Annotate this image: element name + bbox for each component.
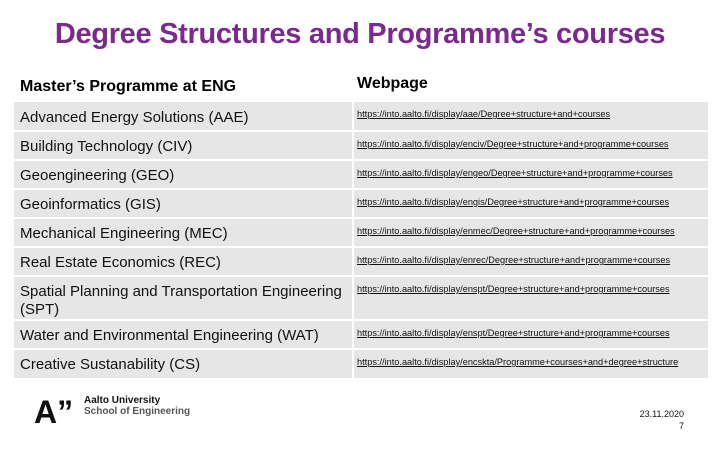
logo-line-school: School of Engineering [84,406,191,417]
logo-text [84,395,190,417]
programme-link[interactable]: https://into.aalto.fi/display/enrec/Degree+structure+and+programme+courses [357,255,671,265]
table-row [14,102,708,132]
aalto-logo-icon [34,394,78,426]
programme-name: Advanced Energy Solutions (AAE) [14,102,354,130]
programme-link[interactable]: https://into.aalto.fi/display/enspt/Degree+structure+and+programme+courses [357,328,670,338]
table-row [14,248,708,277]
table-row [14,190,708,219]
page-number: 7 [678,421,684,431]
table-header-row [14,72,708,102]
programme-name: Geoinformatics (GIS) [14,190,354,217]
programme-link[interactable]: https://into.aalto.fi/display/engis/Degree+structure+and+programme+courses [357,197,670,207]
aalto-logo [34,394,204,428]
table-row [14,132,708,161]
programme-name: Building Technology (CIV) [14,132,354,159]
programme-name: Geoengineering (GEO) [14,161,354,188]
programme-name: Spatial Planning and Transportation Engineering (SPT) [14,277,354,319]
table-row [14,350,708,380]
logo-mark-text: A” [34,394,74,426]
programme-link[interactable]: https://into.aalto.fi/display/aae/Degree+structure+and+courses [357,109,611,119]
footer-date: 23.11.2020 [639,409,684,419]
header-programme: Master’s Programme at ENG [14,72,354,100]
logo-line-university: Aalto University [84,395,161,406]
header-webpage: Webpage [357,75,428,92]
programme-name: Real Estate Economics (REC) [14,248,354,275]
table-row [14,161,708,190]
programme-name: Mechanical Engineering (MEC) [14,219,354,246]
programme-link[interactable]: https://into.aalto.fi/display/engeo/Degree+structure+and+programme+courses [357,168,673,178]
programme-link[interactable]: https://into.aalto.fi/display/enmec/Degree+structure+and+programme+courses [357,226,675,236]
table-row [14,321,708,350]
programme-name: Creative Sustanability (CS) [14,350,354,378]
programme-link[interactable]: https://into.aalto.fi/display/enspt/Degree+structure+and+programme+courses [357,284,670,294]
slide-title: Degree Structures and Programme’s courses [54,18,666,50]
programme-table [14,72,708,380]
programme-link[interactable]: https://into.aalto.fi/display/enciv/Degree+structure+and+programme+courses [357,139,669,149]
table-row [14,219,708,248]
programme-link[interactable]: https://into.aalto.fi/display/encskta/Programme+courses+and+degree+structure [357,357,679,367]
slide-footer [640,408,684,432]
table-row [14,277,708,321]
programme-name: Water and Environmental Engineering (WAT) [14,321,354,348]
